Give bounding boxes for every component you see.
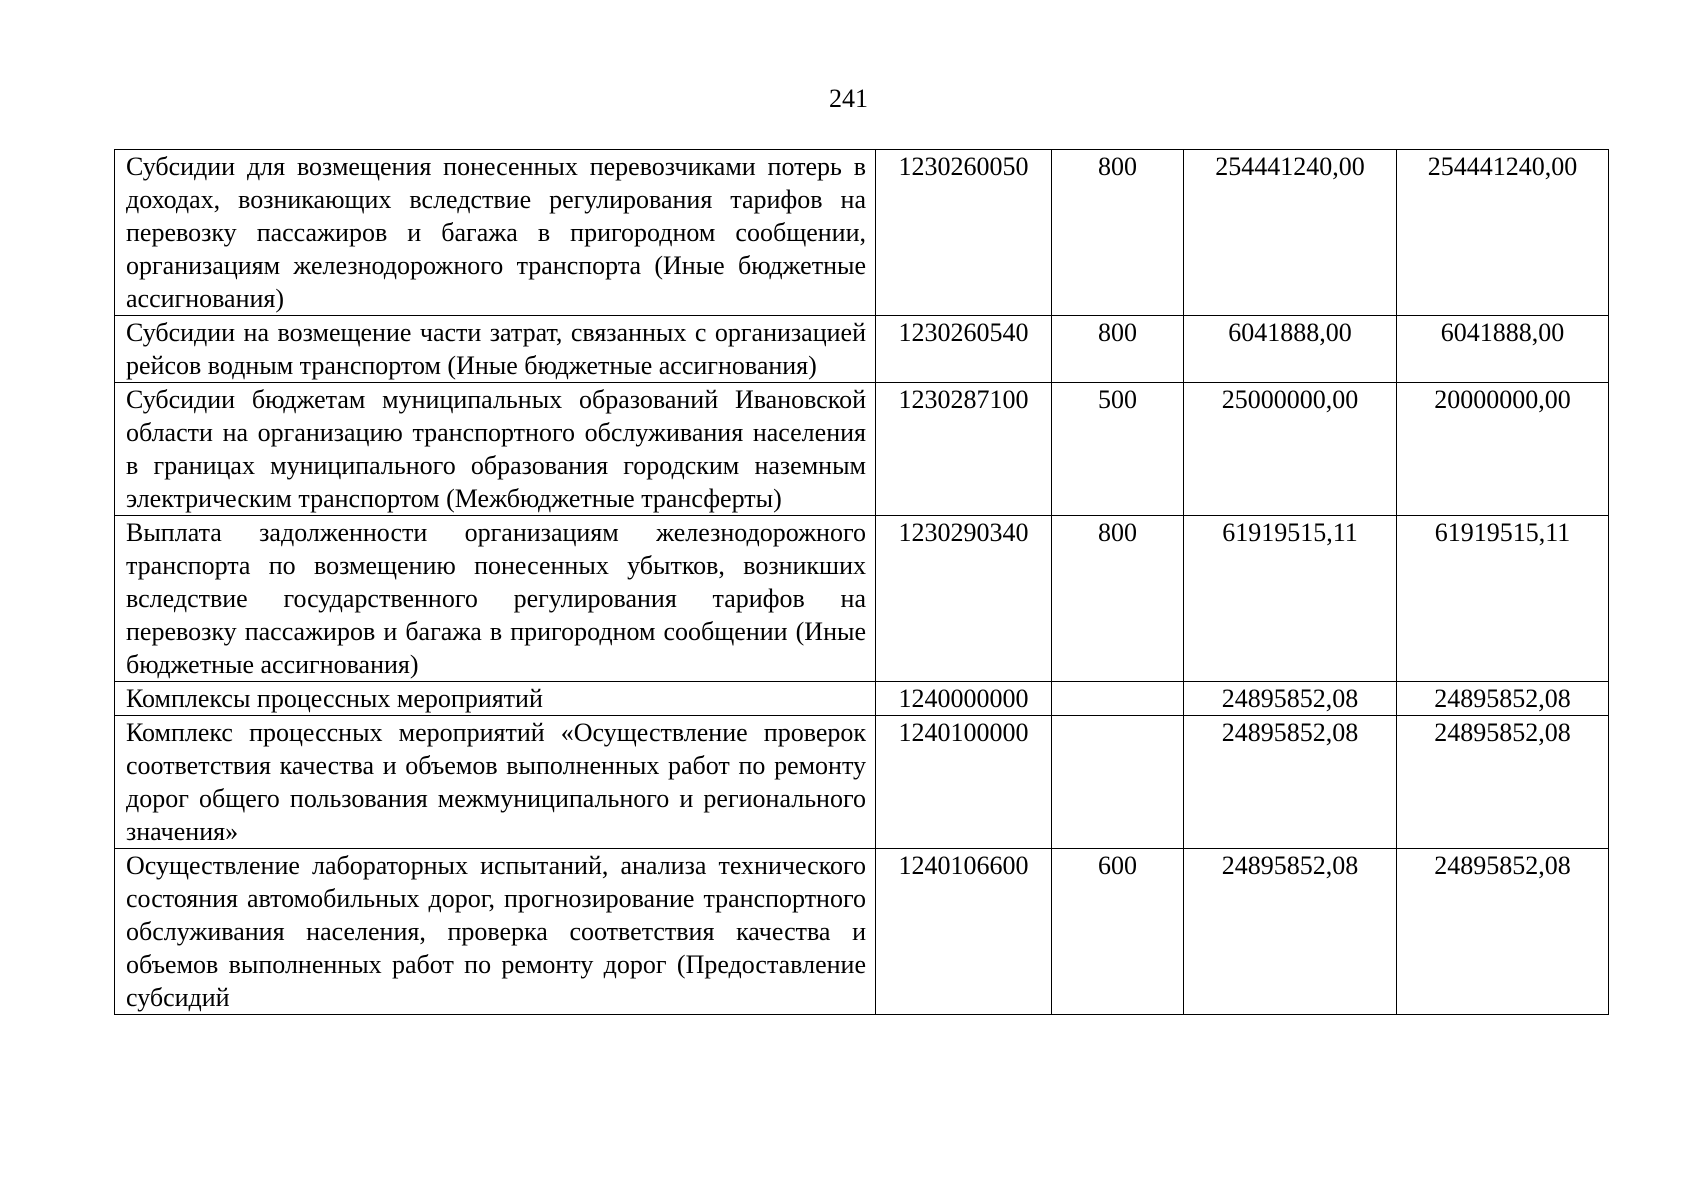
amount-2: 24895852,08	[1397, 716, 1609, 849]
table-row	[115, 716, 1609, 849]
row-name: Субсидии бюджетам муниципальных образований Ивановской области на организацию транспортного обслуживания населения в границах муниципального образования городским наземным электрическим транспортом (Межбюджетные трансферты)	[115, 383, 876, 516]
target-code: 1230290340	[876, 516, 1052, 682]
expense-type: 500	[1052, 383, 1184, 516]
expense-type: 800	[1052, 516, 1184, 682]
amount-1: 24895852,08	[1184, 682, 1397, 716]
table-row	[115, 383, 1609, 516]
expense-type: 800	[1052, 150, 1184, 316]
target-code: 1230287100	[876, 383, 1052, 516]
target-code: 1230260050	[876, 150, 1052, 316]
target-code: 1240000000	[876, 682, 1052, 716]
expense-type: 800	[1052, 316, 1184, 383]
table-row	[115, 516, 1609, 682]
amount-2: 6041888,00	[1397, 316, 1609, 383]
amount-1: 61919515,11	[1184, 516, 1397, 682]
row-name: Субсидии на возмещение части затрат, связанных с организацией рейсов водным транспортом (Иные бюджетные ассигнования)	[115, 316, 876, 383]
row-name: Осуществление лабораторных испытаний, анализа технического состояния автомобильных дорог, прогнозирование транспортного обслуживания населения, проверка соответствия качества и объемов выполненных работ по ремонту дорог (Предоставление субсидий	[115, 849, 876, 1015]
amount-2: 254441240,00	[1397, 150, 1609, 316]
row-name: Комплекс процессных мероприятий «Осуществление проверок соответствия качества и объемов выполненных работ по ремонту дорог общего пользования межмуниципального и регионального значения»	[115, 716, 876, 849]
amount-1: 6041888,00	[1184, 316, 1397, 383]
expense-type	[1052, 682, 1184, 716]
target-code: 1240106600	[876, 849, 1052, 1015]
amount-2: 24895852,08	[1397, 682, 1609, 716]
row-name: Выплата задолженности организациям железнодорожного транспорта по возмещению понесенных убытков, возникших вследствие государственного регулирования тарифов на перевозку пассажиров и багажа в пригородном сообщении (Иные бюджетные ассигнования)	[115, 516, 876, 682]
row-name: Комплексы процессных мероприятий	[115, 682, 876, 716]
amount-2: 20000000,00	[1397, 383, 1609, 516]
row-name: Субсидии для возмещения понесенных перевозчиками потерь в доходах, возникающих вследствие регулирования тарифов на перевозку пассажиров и багажа в пригородном сообщении, организациям железнодорожного транспорта (Иные бюджетные ассигнования)	[115, 150, 876, 316]
amount-2: 24895852,08	[1397, 849, 1609, 1015]
expense-type	[1052, 716, 1184, 849]
target-code: 1230260540	[876, 316, 1052, 383]
table-row	[115, 849, 1609, 1015]
amount-2: 61919515,11	[1397, 516, 1609, 682]
expense-type: 600	[1052, 849, 1184, 1015]
page-number: 241	[829, 84, 868, 113]
table-row	[115, 150, 1609, 316]
amount-1: 24895852,08	[1184, 716, 1397, 849]
target-code: 1240100000	[876, 716, 1052, 849]
amount-1: 24895852,08	[1184, 849, 1397, 1015]
budget-table	[114, 149, 1609, 1015]
table-row	[115, 682, 1609, 716]
amount-1: 25000000,00	[1184, 383, 1397, 516]
table-row	[115, 316, 1609, 383]
amount-1: 254441240,00	[1184, 150, 1397, 316]
